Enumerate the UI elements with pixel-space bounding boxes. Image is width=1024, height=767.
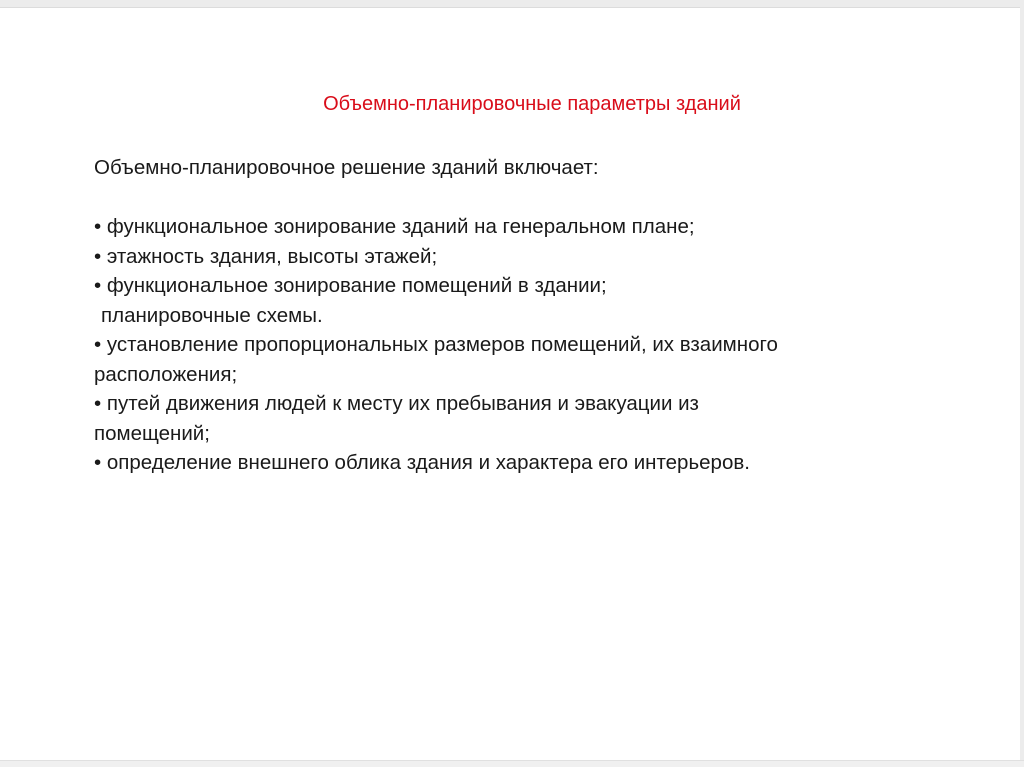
slide-top-border [0, 0, 1024, 8]
bullet-continuation-location: расположения; [94, 362, 238, 386]
bullet-people-movement: • путей движения людей к месту их пребывания и эвакуации из [94, 392, 699, 415]
slide-bottom-border [0, 760, 1024, 767]
bullet-proportional-sizes: • установление пропорциональных размеров помещений, их взаимного [94, 333, 778, 356]
bullet-appearance: • определение внешнего облика здания и характера его интерьеров. [94, 451, 750, 474]
bullet-functional-zoning-site: • функциональное зонирование зданий на генеральном плане; [94, 215, 695, 238]
bullet-continuation-rooms: помещений; [94, 421, 210, 445]
bullet-functional-zoning-rooms: • функциональное зонирование помещений в здании; [94, 274, 607, 297]
slide-title: Объемно-планировочные параметры зданий [323, 93, 741, 115]
intro-text: Объемно-планировочное решение зданий включает: [94, 156, 599, 179]
bullet-continuation-plan-schemes: планировочные схемы. [101, 303, 323, 327]
bullet-storeys: • этажность здания, высоты этажей; [94, 244, 438, 268]
slide-body [94, 153, 974, 478]
